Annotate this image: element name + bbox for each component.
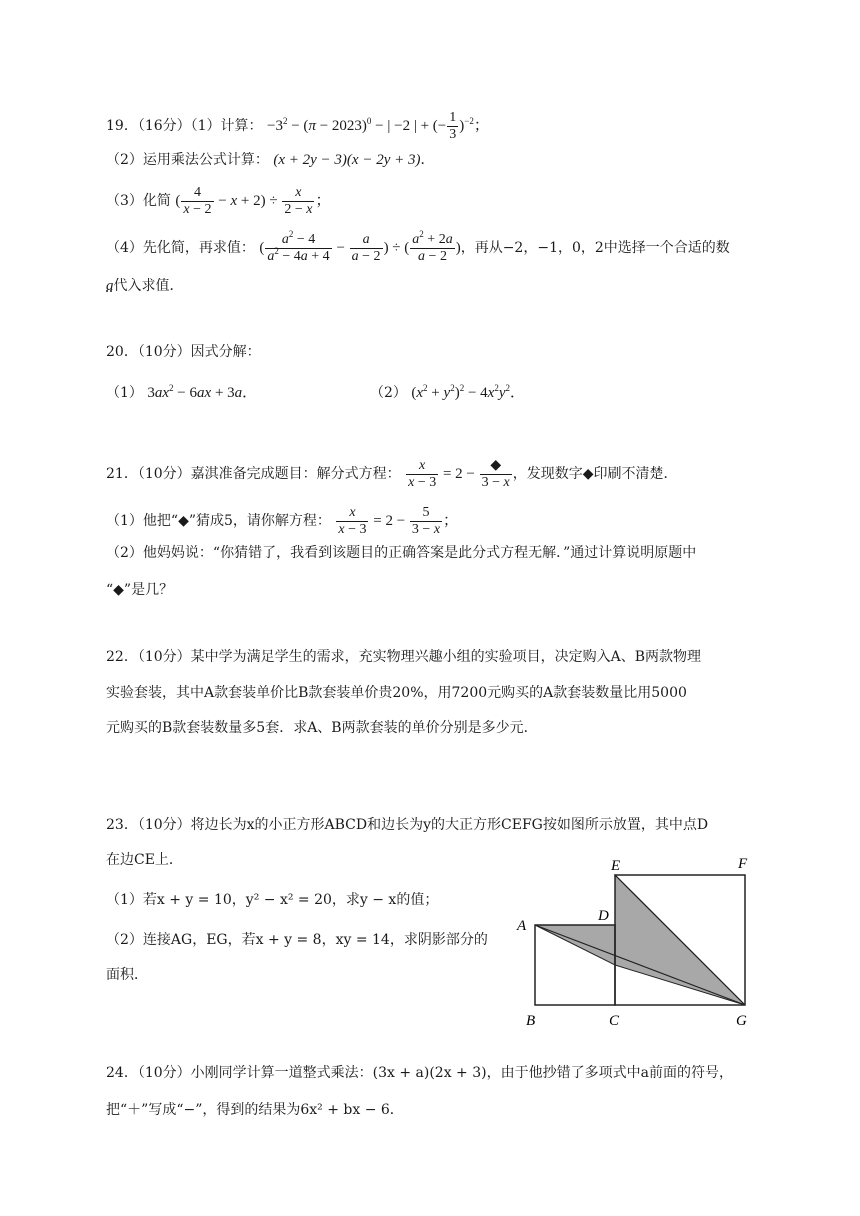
- q22-line1: 22．（10分）某中学为满足学生的需求，充实物理兴趣小组的实验项目，决定购入A、B两款物理: [106, 649, 702, 665]
- q21-part2-line1: （2）他妈妈说：“你猜错了，我看到该题目的正确答案是此分式方程无解．”通过计算说明原题中: [106, 545, 697, 561]
- label-F: F: [738, 856, 748, 872]
- q21-part2-line2: “◆”是几？: [106, 582, 174, 598]
- q21-equation2: $\frac{x}{x - 3}$ = 2 − $\frac{5}{3 - x}$ ；: [338, 505, 459, 537]
- q21-part1: （1）他把“◆”猜成5，请你解方程： $\frac{x}{x - 3}$ = 2 − $\frac{5}{3 - x}$ ；: [106, 505, 459, 537]
- q19-expr4: ( $\frac{a^2 - 4}{a^2 - 4a + 4}$ − $\frac{a}{a - 2}$ ) ÷ ( $\frac{a^2 + 2a}{a - 2}$ ): [259, 229, 461, 264]
- label-G: G: [736, 1013, 747, 1029]
- q21-head: 21．（10分）嘉淇准备完成题目：解分式方程： $\frac{x}{x - 3}$ = 2 − $\frac{◆}{3 - x}$ ，发现数字◆印刷不清楚．: [106, 458, 678, 490]
- q23-line1: 23．（10分）将边长为x的小正方形ABCD和边长为y的大正方形CEFG按如图所示放置，其中点D: [106, 817, 709, 833]
- q21-equation: $\frac{x}{x - 3}$ = 2 − $\frac{◆}{3 - x}$: [408, 458, 510, 490]
- q20-part1: （1） $3ax^2 - 6ax + 3a$．: [106, 383, 258, 401]
- q23-part1: （1）若x + y = 10，y² − x² = 20，求y − x的值；: [106, 892, 439, 908]
- q19-expr2: (x + 2y − 3)(x − 2y + 3): [273, 152, 421, 168]
- q23-line2: 在边CE上．: [106, 852, 183, 868]
- q20-expr2: $(x^2 + y^2)^2 - 4x^2y^2$．: [411, 383, 526, 401]
- q23-part2-line1: （2）连接AG，EG，若x + y = 8，xy = 14，求阴影部分的: [106, 932, 488, 948]
- q19-expr3: ( $\frac{4}{x - 2}$ − x + 2) ÷ $\frac{x}{2 - x}$ ；: [175, 185, 331, 217]
- label-E: E: [611, 858, 621, 874]
- q19-part4: （4）先化简，再求值： ( $\frac{a^2 - 4}{a^2 - 4a + 4}$ − $\frac{a}{a - 2}$ ) ÷ ( $\frac{a^2 + 2a}{a - 2}$ )，再从−2，−1，0，2中选择一个合适的数: [106, 229, 730, 264]
- q20-expr1: $3ax^2 - 6ax + 3a$．: [147, 383, 258, 401]
- q23-part2-line2: 面积．: [106, 967, 148, 983]
- q20-part2: （2） $(x^2 + y^2)^2 - 4x^2y^2$．: [370, 383, 526, 401]
- q23-figure: [512, 850, 772, 1040]
- q19-part1: 19．（16分）（1）计算： $-3^2 - (\pi - 2023)^0$ − | −2 | + (− $\frac{1}{3}$ )$^{-2}$；: [106, 110, 489, 142]
- q24-line1: 24．（10分）小刚同学计算一道整式乘法：(3x + a)(2x + 3)，由于他抄错了多项式中a前面的符号，: [106, 1065, 733, 1081]
- shaded-triangle-1: [535, 925, 615, 965]
- q24-line2: 把“＋”写成“−”，得到的结果为6x² + bx − 6．: [106, 1102, 404, 1118]
- q19-part2: （2）运用乘法公式计算： (x + 2y − 3)(x − 2y + 3)．: [106, 152, 435, 168]
- label-A: A: [517, 918, 527, 934]
- q22-line3: 元购买的B款套装数量多5套．求A、B两款套装的单价分别是多少元．: [106, 720, 538, 736]
- q20-head: 20．（10分）因式分解：: [106, 344, 261, 360]
- q19-expr1: $-3^2 - (\pi - 2023)^0$ − | −2 | + (− $\frac{1}{3}$ )$^{-2}$；: [267, 110, 489, 142]
- q22-line2: 实验套装，其中A款套装单价比B款套装单价贵20%，用7200元购买的A款套装数量比用5000: [106, 685, 687, 701]
- q19-part3: （3）化简 ( $\frac{4}{x - 2}$ − x + 2) ÷ $\frac{x}{2 - x}$ ；: [106, 185, 331, 217]
- label-B: B: [526, 1013, 536, 1029]
- q19-part4-line2: a代入求值．: [106, 278, 184, 294]
- label-D: D: [598, 908, 609, 924]
- label-C: C: [609, 1013, 620, 1029]
